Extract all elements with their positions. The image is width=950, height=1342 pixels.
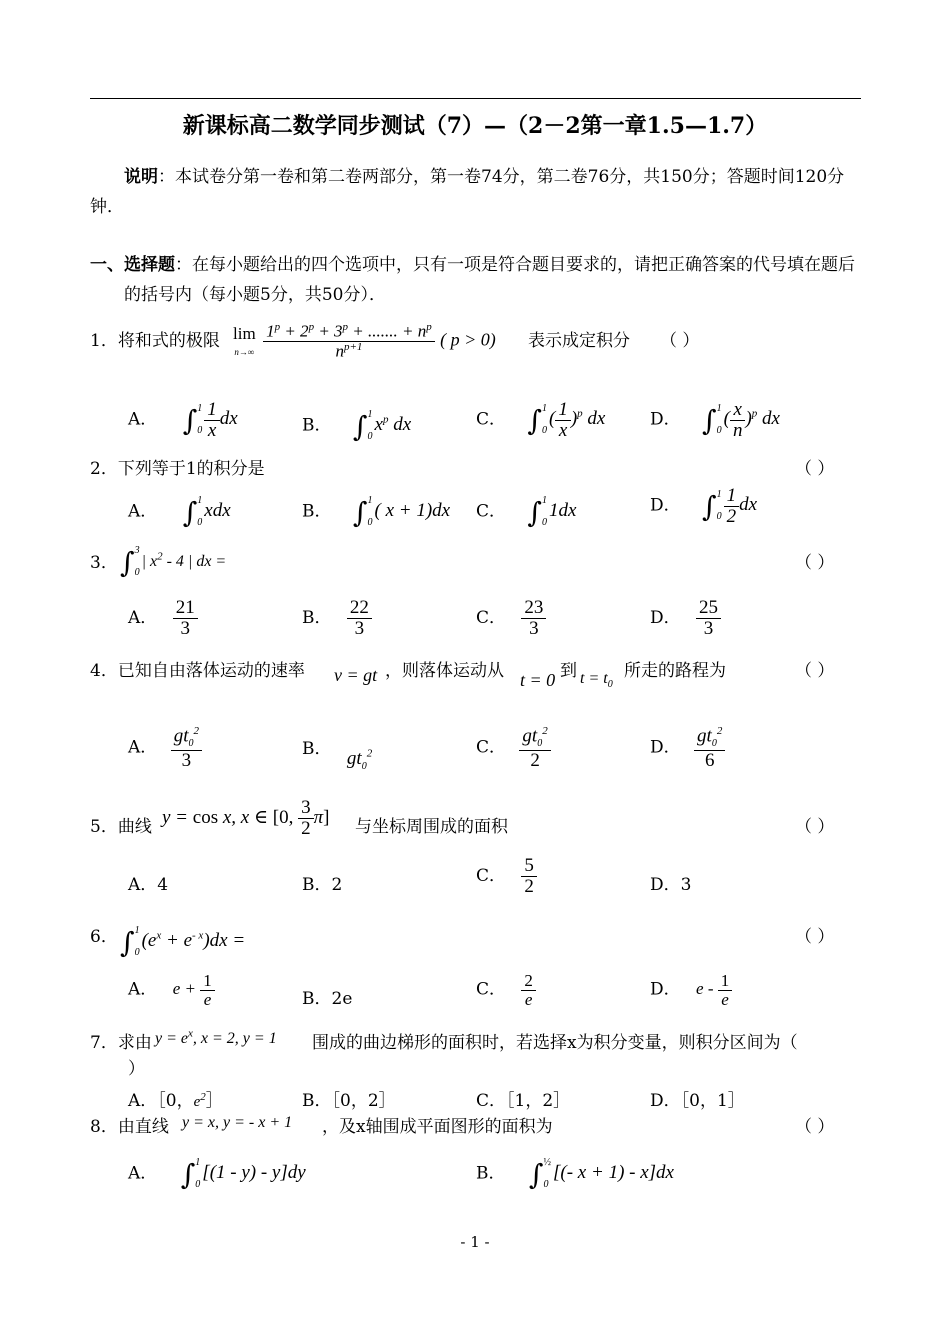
question-1-option-b[interactable]: B． ∫ 1 0 $x^p$ dx <box>302 409 412 443</box>
question-2-option-a[interactable]: A． ∫ 1 0 xdx <box>128 495 231 529</box>
question-1-stem <box>90 326 220 351</box>
question-5-text-b: 与坐标周围成的面积 <box>355 817 508 837</box>
question-4-option-d[interactable]: D． $\frac{gt_0^2}{6}$ <box>650 726 725 771</box>
question-1-text-a: 将和式的极限 <box>117 331 220 351</box>
question-7-formula: $y = e^x$, x = 2, y = 1 <box>155 1028 277 1048</box>
question-5-number: 5． <box>90 817 118 837</box>
question-7-option-d[interactable]: D．［0，1］ <box>650 1091 745 1111</box>
question-1-number: 1． <box>90 331 118 351</box>
question-4-answer-paren: （ ） <box>795 661 835 681</box>
question-8-text-b: ，及x轴围成平面图形的面积为 <box>322 1117 553 1137</box>
question-2-option-c[interactable]: C． ∫ 1 0 1dx <box>476 495 577 529</box>
question-5-option-c[interactable]: C． $\frac{5}{2}$ <box>476 856 537 897</box>
question-4-velocity-formula: v = gt <box>334 665 378 685</box>
question-2-stem <box>90 454 265 479</box>
question-7-text-a: 求由 <box>117 1033 152 1053</box>
question-4-option-c[interactable]: C． $\frac{gt_0^2}{2}$ <box>476 726 551 771</box>
question-5-option-a[interactable]: A．4 <box>128 875 169 895</box>
page-title: 新课标高二数学同步测试（7）—（2－2第一章1.5—1.7） <box>182 113 768 139</box>
question-1-option-c[interactable]: C． ∫ 1 0 ( $\frac{1}{x}$ )$^p$ dx <box>476 398 606 441</box>
question-5-text-a: 曲线 <box>117 817 152 837</box>
question-8-option-a[interactable]: A． ∫ 1 0 [(1 - y) - y]dy <box>128 1157 306 1191</box>
question-7-text-b: 围成的曲边梯形的面积时，若选择x为积分变量，则积分区间为（ <box>312 1033 798 1053</box>
question-8-answer-paren: （ ） <box>795 1117 835 1137</box>
question-8-number: 8． <box>90 1117 118 1137</box>
question-7-stem <box>90 1028 152 1053</box>
question-3-number: 3． <box>90 553 118 573</box>
question-1-answer-paren: （ ） <box>660 331 700 351</box>
question-4-text-b: ，则落体运动从 <box>385 661 504 681</box>
question-8-option-b[interactable]: B． ∫ ½ 0 [(- x + 1) - x]dx <box>476 1157 674 1191</box>
question-6-option-c[interactable]: C． $\frac{2}{e}$ <box>476 972 536 1009</box>
question-5-option-b[interactable]: B．2 <box>302 875 343 895</box>
question-4-number: 4． <box>90 661 118 681</box>
question-1-text-b: 表示成定积分 <box>528 331 630 351</box>
question-5-stem <box>90 812 152 837</box>
question-4-text-d: 所走的路程为 <box>624 661 726 681</box>
question-2-number: 2． <box>90 459 118 479</box>
question-1-option-d[interactable]: D． ∫ 1 0 ( $\frac{x}{n}$ )$^p$ dx <box>650 398 780 441</box>
question-6-formula: ∫ 1 0 $(e^x + e^{- x})dx$ = <box>120 925 246 959</box>
question-5-formula: y = cos x, x ∈ [0, $\frac{3}{2}$ π] <box>162 797 330 839</box>
question-1-option-a[interactable]: A． ∫ 1 0 $\frac{1}{x}$ dx <box>128 398 238 441</box>
question-1-formula: lim n→∞ $\frac{1^p + 2^p + 3^p + ....... + n^p}{n^{p+1}}$ ( p > 0) <box>233 321 496 361</box>
question-3-formula: ∫ 3 0 | $x^2 - 4$ | dx = <box>120 545 227 579</box>
question-7-number: 7． <box>90 1033 118 1053</box>
question-7-option-a[interactable]: A．［0，$e^2]$ <box>128 1091 223 1111</box>
question-8-text-a: 由直线 <box>117 1117 169 1137</box>
question-3-option-a[interactable]: A． $\frac{21}{3}$ <box>128 598 198 639</box>
question-4-text-c: 到 <box>560 661 577 681</box>
question-3-option-c[interactable]: C． $\frac{23}{3}$ <box>476 598 546 639</box>
question-5-option-d[interactable]: D．3 <box>650 875 692 895</box>
section-1-heading <box>90 250 861 310</box>
note-paragraph <box>90 162 861 222</box>
question-4-stem <box>90 656 305 681</box>
question-6-number: 6． <box>90 927 118 947</box>
question-6-option-d[interactable]: D． e - $\frac{1}{e}$ <box>650 972 732 1009</box>
question-4-text-a: 已知自由落体运动的速率 <box>117 661 305 681</box>
section-1-label: 一、选择题 <box>90 255 175 275</box>
question-7-option-c[interactable]: C．［1，2］ <box>476 1091 571 1111</box>
question-8-formula: y = x, y = - x + 1 <box>182 1114 293 1131</box>
question-2-option-d[interactable]: D． ∫ 1 0 $\frac{1}{2}$ dx <box>650 484 758 527</box>
page-number: - 1 - <box>460 1233 490 1251</box>
question-2-option-b[interactable]: B． ∫ 1 0 ( x + 1)dx <box>302 495 451 529</box>
question-7-option-b[interactable]: B．［0，2］ <box>302 1091 396 1111</box>
question-6-answer-paren: （ ） <box>795 927 835 947</box>
question-7-text-c: ） <box>128 1059 145 1079</box>
section-1-text: ：在每小题给出的四个选项中，只有一项是符合题目要求的，请把正确答案的代号填在题后的括号内（每小题5分，共50分）． <box>124 255 855 305</box>
question-3-answer-paren: （ ） <box>795 553 835 573</box>
question-6-option-a[interactable]: A． e + $\frac{1}{e}$ <box>128 972 215 1009</box>
question-5-answer-paren: （ ） <box>795 817 835 837</box>
question-2-text: 下列等于1的积分是 <box>117 459 265 479</box>
question-8-stem <box>90 1112 169 1137</box>
header-rule <box>90 98 861 99</box>
question-6-option-b[interactable]: B．2e <box>302 989 353 1009</box>
question-4-start-time: t = 0 <box>520 670 556 690</box>
note-label: 说明 <box>124 167 158 187</box>
question-4-option-a[interactable]: A． $\frac{gt_0^2}{3}$ <box>128 726 202 771</box>
question-3-option-d[interactable]: D． $\frac{25}{3}$ <box>650 598 721 639</box>
question-4-option-b[interactable]: B． $gt_0^2$ <box>302 739 373 772</box>
question-4-end-time: $t = t_0$ <box>580 670 613 691</box>
question-2-answer-paren: （ ） <box>795 459 835 479</box>
question-3-option-b[interactable]: B． $\frac{22}{3}$ <box>302 598 372 639</box>
note-text: ：本试卷分第一卷和第二卷两部分，第一卷74分，第二卷76分，共150分；答题时间120分钟． <box>90 167 845 217</box>
